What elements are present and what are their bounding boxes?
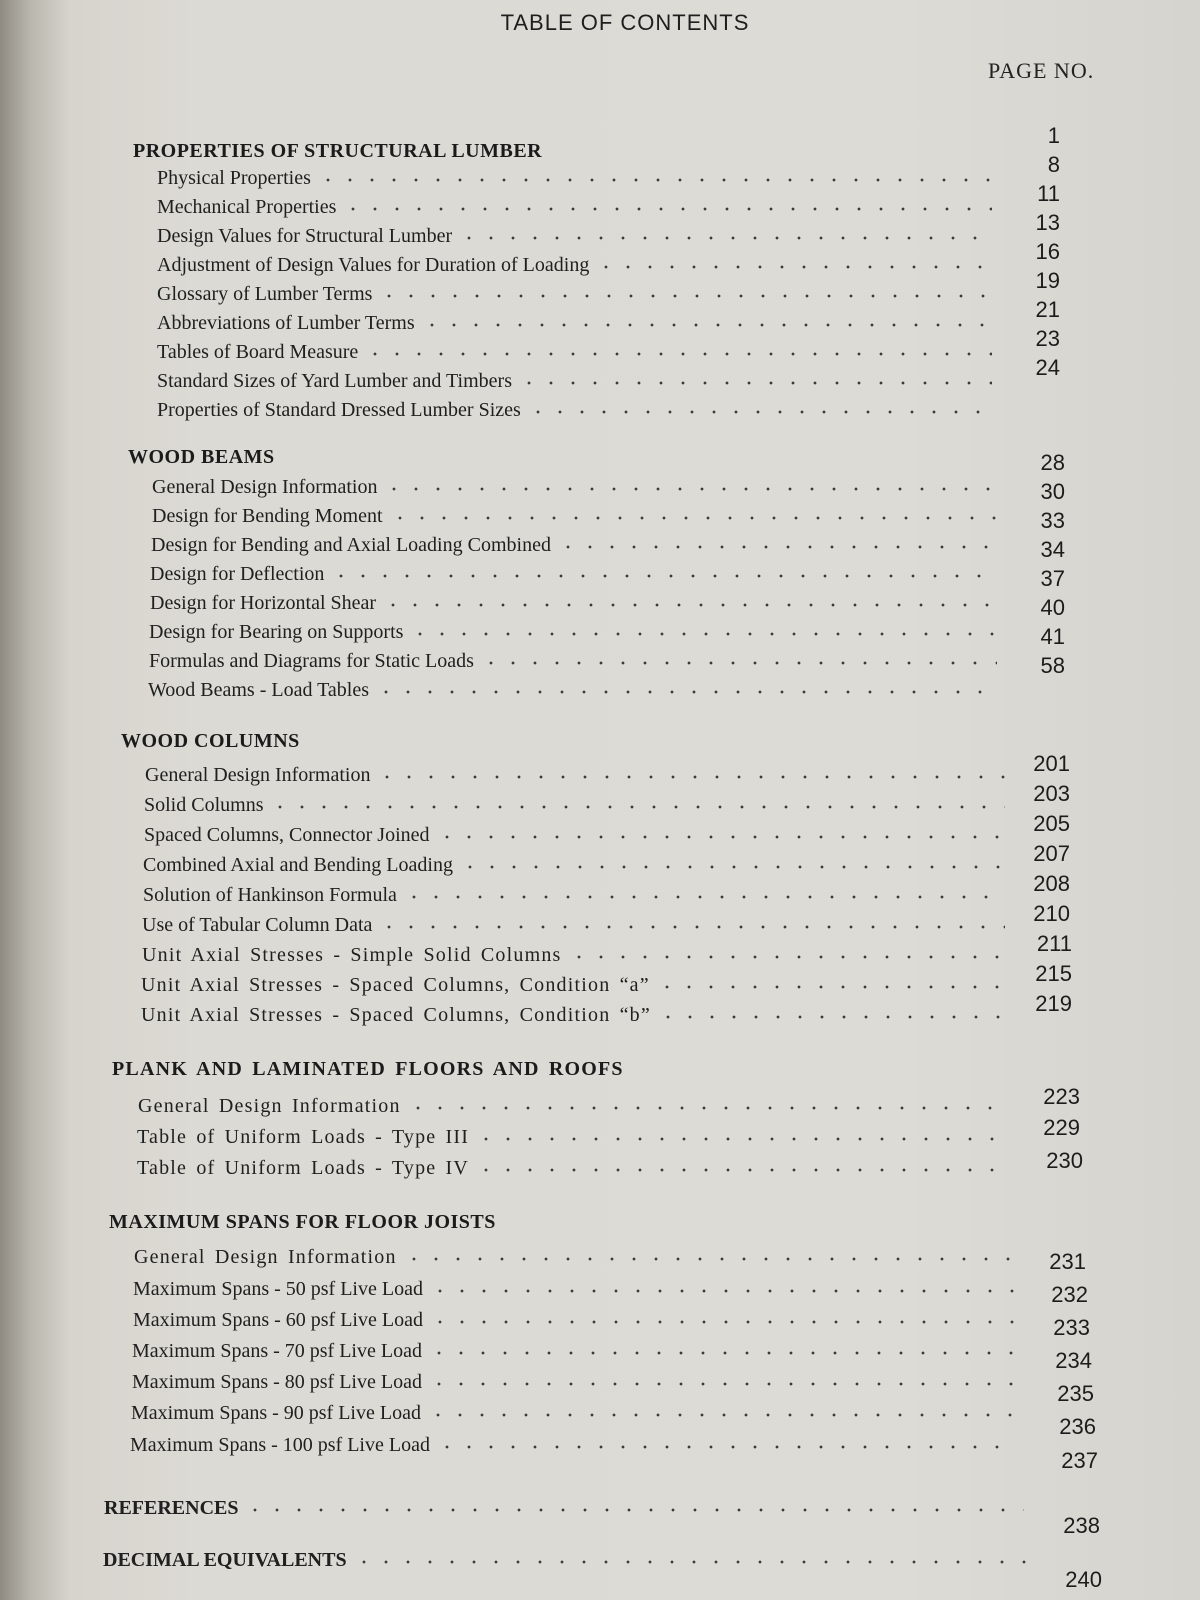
toc-entry[interactable]: Maximum Spans - 100 psf Live Load	[130, 1427, 1016, 1457]
page-number: 13	[1035, 210, 1060, 235]
dot-leader	[518, 380, 992, 386]
toc-entry[interactable]: Standard Sizes of Yard Lumber and Timbers	[157, 363, 992, 393]
dot-leader	[342, 206, 992, 212]
page-number: 34	[1040, 537, 1065, 562]
toc-entry[interactable]: Unit Axial Stresses - Spaced Columns, Condition “a”	[141, 967, 1005, 997]
toc-entry[interactable]: Adjustment of Design Values for Duration of Loading	[157, 247, 992, 277]
toc-entry[interactable]: Table of Uniform Loads - Type III	[137, 1119, 1010, 1149]
toc-entry[interactable]: Glossary of Lumber Terms	[157, 276, 992, 306]
page-number: 208	[1033, 871, 1070, 896]
toc-entry[interactable]: Design for Bending and Axial Loading Combined	[151, 527, 997, 557]
toc-entry[interactable]: General Design Information	[152, 469, 997, 499]
dot-leader	[378, 293, 992, 299]
toc-entry[interactable]: Maximum Spans - 80 psf Live Load	[132, 1364, 1016, 1394]
toc-entry-references[interactable]: REFERENCES	[104, 1490, 1024, 1520]
toc-entry[interactable]: Mechanical Properties	[157, 189, 992, 219]
page-number: 229	[1043, 1115, 1080, 1140]
section-title: WOOD COLUMNS	[121, 730, 300, 752]
dot-leader	[353, 1559, 1028, 1565]
page-number: 223	[1043, 1084, 1080, 1109]
toc-entry[interactable]: Design for Horizontal Shear	[150, 585, 997, 615]
toc-entry[interactable]: Physical Properties	[157, 160, 992, 190]
toc-entry[interactable]: Maximum Spans - 50 psf Live Load	[133, 1271, 1016, 1301]
toc-entry[interactable]: Maximum Spans - 70 psf Live Load	[132, 1333, 1016, 1363]
page-number: 230	[1046, 1148, 1083, 1173]
page-number: 11	[1037, 181, 1060, 206]
page-number: 234	[1055, 1348, 1092, 1373]
page-number: 58	[1040, 653, 1065, 678]
dot-leader	[409, 631, 997, 637]
page-number: 236	[1059, 1414, 1096, 1439]
page-no-column-label: PAGE NO.	[988, 58, 1095, 83]
dot-leader	[527, 409, 992, 415]
toc-entry[interactable]: Use of Tabular Column Data	[142, 907, 1005, 937]
page-number: 211	[1036, 931, 1072, 956]
dot-leader	[330, 573, 997, 579]
dot-leader	[595, 264, 992, 270]
dot-leader	[428, 1350, 1016, 1356]
dot-leader	[459, 864, 1005, 870]
dot-leader	[403, 894, 1005, 900]
page-number: 215	[1035, 961, 1072, 986]
toc-entry[interactable]: Solution of Hankinson Formula	[143, 877, 1005, 907]
toc-entry[interactable]: Spaced Columns, Connector Joined	[144, 817, 1005, 847]
page-number: 233	[1053, 1315, 1090, 1340]
dot-leader	[244, 1507, 1024, 1513]
page-number: 235	[1057, 1381, 1094, 1406]
toc-entry[interactable]: Solid Columns	[144, 787, 1005, 817]
dot-leader	[376, 774, 1005, 780]
dot-leader	[436, 834, 1005, 840]
toc-entry[interactable]: Formulas and Diagrams for Static Loads	[149, 643, 997, 673]
dot-leader	[429, 1319, 1016, 1325]
page-number: 16	[1035, 239, 1060, 264]
dot-leader	[480, 660, 997, 666]
section-title: PLANK AND LAMINATED FLOORS AND ROOFS	[112, 1058, 624, 1080]
page-number: 231	[1049, 1249, 1086, 1274]
dot-leader	[407, 1105, 1010, 1111]
toc-entry[interactable]: Abbreviations of Lumber Terms	[157, 305, 992, 335]
page-number: 232	[1051, 1282, 1088, 1307]
dot-leader	[317, 177, 992, 183]
dot-leader	[375, 689, 997, 695]
dot-leader	[568, 954, 1005, 960]
page-number: 21	[1035, 297, 1060, 322]
page-number: 24	[1035, 355, 1060, 380]
page-number: 23	[1035, 326, 1060, 351]
toc-entry[interactable]: Maximum Spans - 90 psf Live Load	[131, 1395, 1016, 1425]
dot-leader	[656, 984, 1005, 990]
page-number: 28	[1040, 450, 1065, 475]
page-number: 203	[1033, 781, 1070, 806]
toc-entry[interactable]: Wood Beams - Load Tables	[148, 672, 997, 702]
dot-leader	[389, 515, 997, 521]
toc-entry[interactable]: Table of Uniform Loads - Type IV	[137, 1150, 1010, 1180]
dot-leader	[364, 351, 992, 357]
page-number: 40	[1040, 595, 1065, 620]
toc-entry[interactable]: Design for Deflection	[150, 556, 997, 586]
toc-entry[interactable]: Unit Axial Stresses - Simple Solid Columns	[142, 937, 1005, 967]
dot-leader	[383, 486, 997, 492]
toc-entry-decimal-equivalents[interactable]: DECIMAL EQUIVALENTS	[103, 1542, 1028, 1572]
dot-leader	[421, 322, 992, 328]
section-title: PROPERTIES OF STRUCTURAL LUMBER	[133, 140, 543, 162]
page-number: 237	[1061, 1448, 1098, 1473]
page-number: 205	[1033, 811, 1070, 836]
page-number: 238	[1063, 1513, 1100, 1538]
dot-leader	[382, 602, 997, 608]
dot-leader	[428, 1381, 1016, 1387]
page-number: 240	[1065, 1567, 1102, 1592]
page-number: 210	[1033, 901, 1070, 926]
toc-entry[interactable]: Design for Bearing on Supports	[149, 614, 997, 644]
page-number: 207	[1033, 841, 1070, 866]
toc-entry[interactable]: Tables of Board Measure	[157, 334, 992, 364]
dot-leader	[458, 235, 992, 241]
dot-leader	[657, 1014, 1005, 1020]
page-number: 33	[1040, 508, 1065, 533]
toc-entry[interactable]: Maximum Spans - 60 psf Live Load	[133, 1302, 1016, 1332]
toc-entry[interactable]: Design for Bending Moment	[152, 498, 997, 528]
toc-entry[interactable]: Properties of Standard Dressed Lumber Sizes	[157, 392, 992, 422]
page-number: 219	[1035, 991, 1072, 1016]
dot-leader	[436, 1444, 1016, 1450]
toc-entry[interactable]: General Design Information	[138, 1088, 1010, 1118]
dot-leader	[475, 1136, 1010, 1142]
toc-entry[interactable]: General Design Information	[134, 1239, 1016, 1269]
toc-entry[interactable]: Unit Axial Stresses - Spaced Columns, Condition “b”	[141, 997, 1005, 1027]
dot-leader	[429, 1288, 1016, 1294]
toc-entry[interactable]: General Design Information	[145, 757, 1005, 787]
page-number: 201	[1033, 751, 1070, 776]
toc-entry[interactable]: Combined Axial and Bending Loading	[143, 847, 1005, 877]
page-title: TABLE OF CONTENTS	[500, 10, 750, 35]
page-number: 8	[1047, 152, 1060, 177]
dot-leader	[269, 804, 1005, 810]
section-title: WOOD BEAMS	[128, 446, 275, 468]
page-number: 41	[1040, 624, 1065, 649]
dot-leader	[557, 544, 997, 550]
toc-entry[interactable]: Design Values for Structural Lumber	[157, 218, 992, 248]
dot-leader	[403, 1256, 1016, 1262]
section-title: MAXIMUM SPANS FOR FLOOR JOISTS	[109, 1211, 496, 1233]
page-number: 30	[1040, 479, 1065, 504]
dot-leader	[427, 1412, 1016, 1418]
dot-leader	[475, 1167, 1010, 1173]
page-number: 37	[1040, 566, 1065, 591]
page-number: 1	[1047, 123, 1060, 148]
page-number: 19	[1035, 268, 1060, 293]
dot-leader	[378, 924, 1005, 930]
